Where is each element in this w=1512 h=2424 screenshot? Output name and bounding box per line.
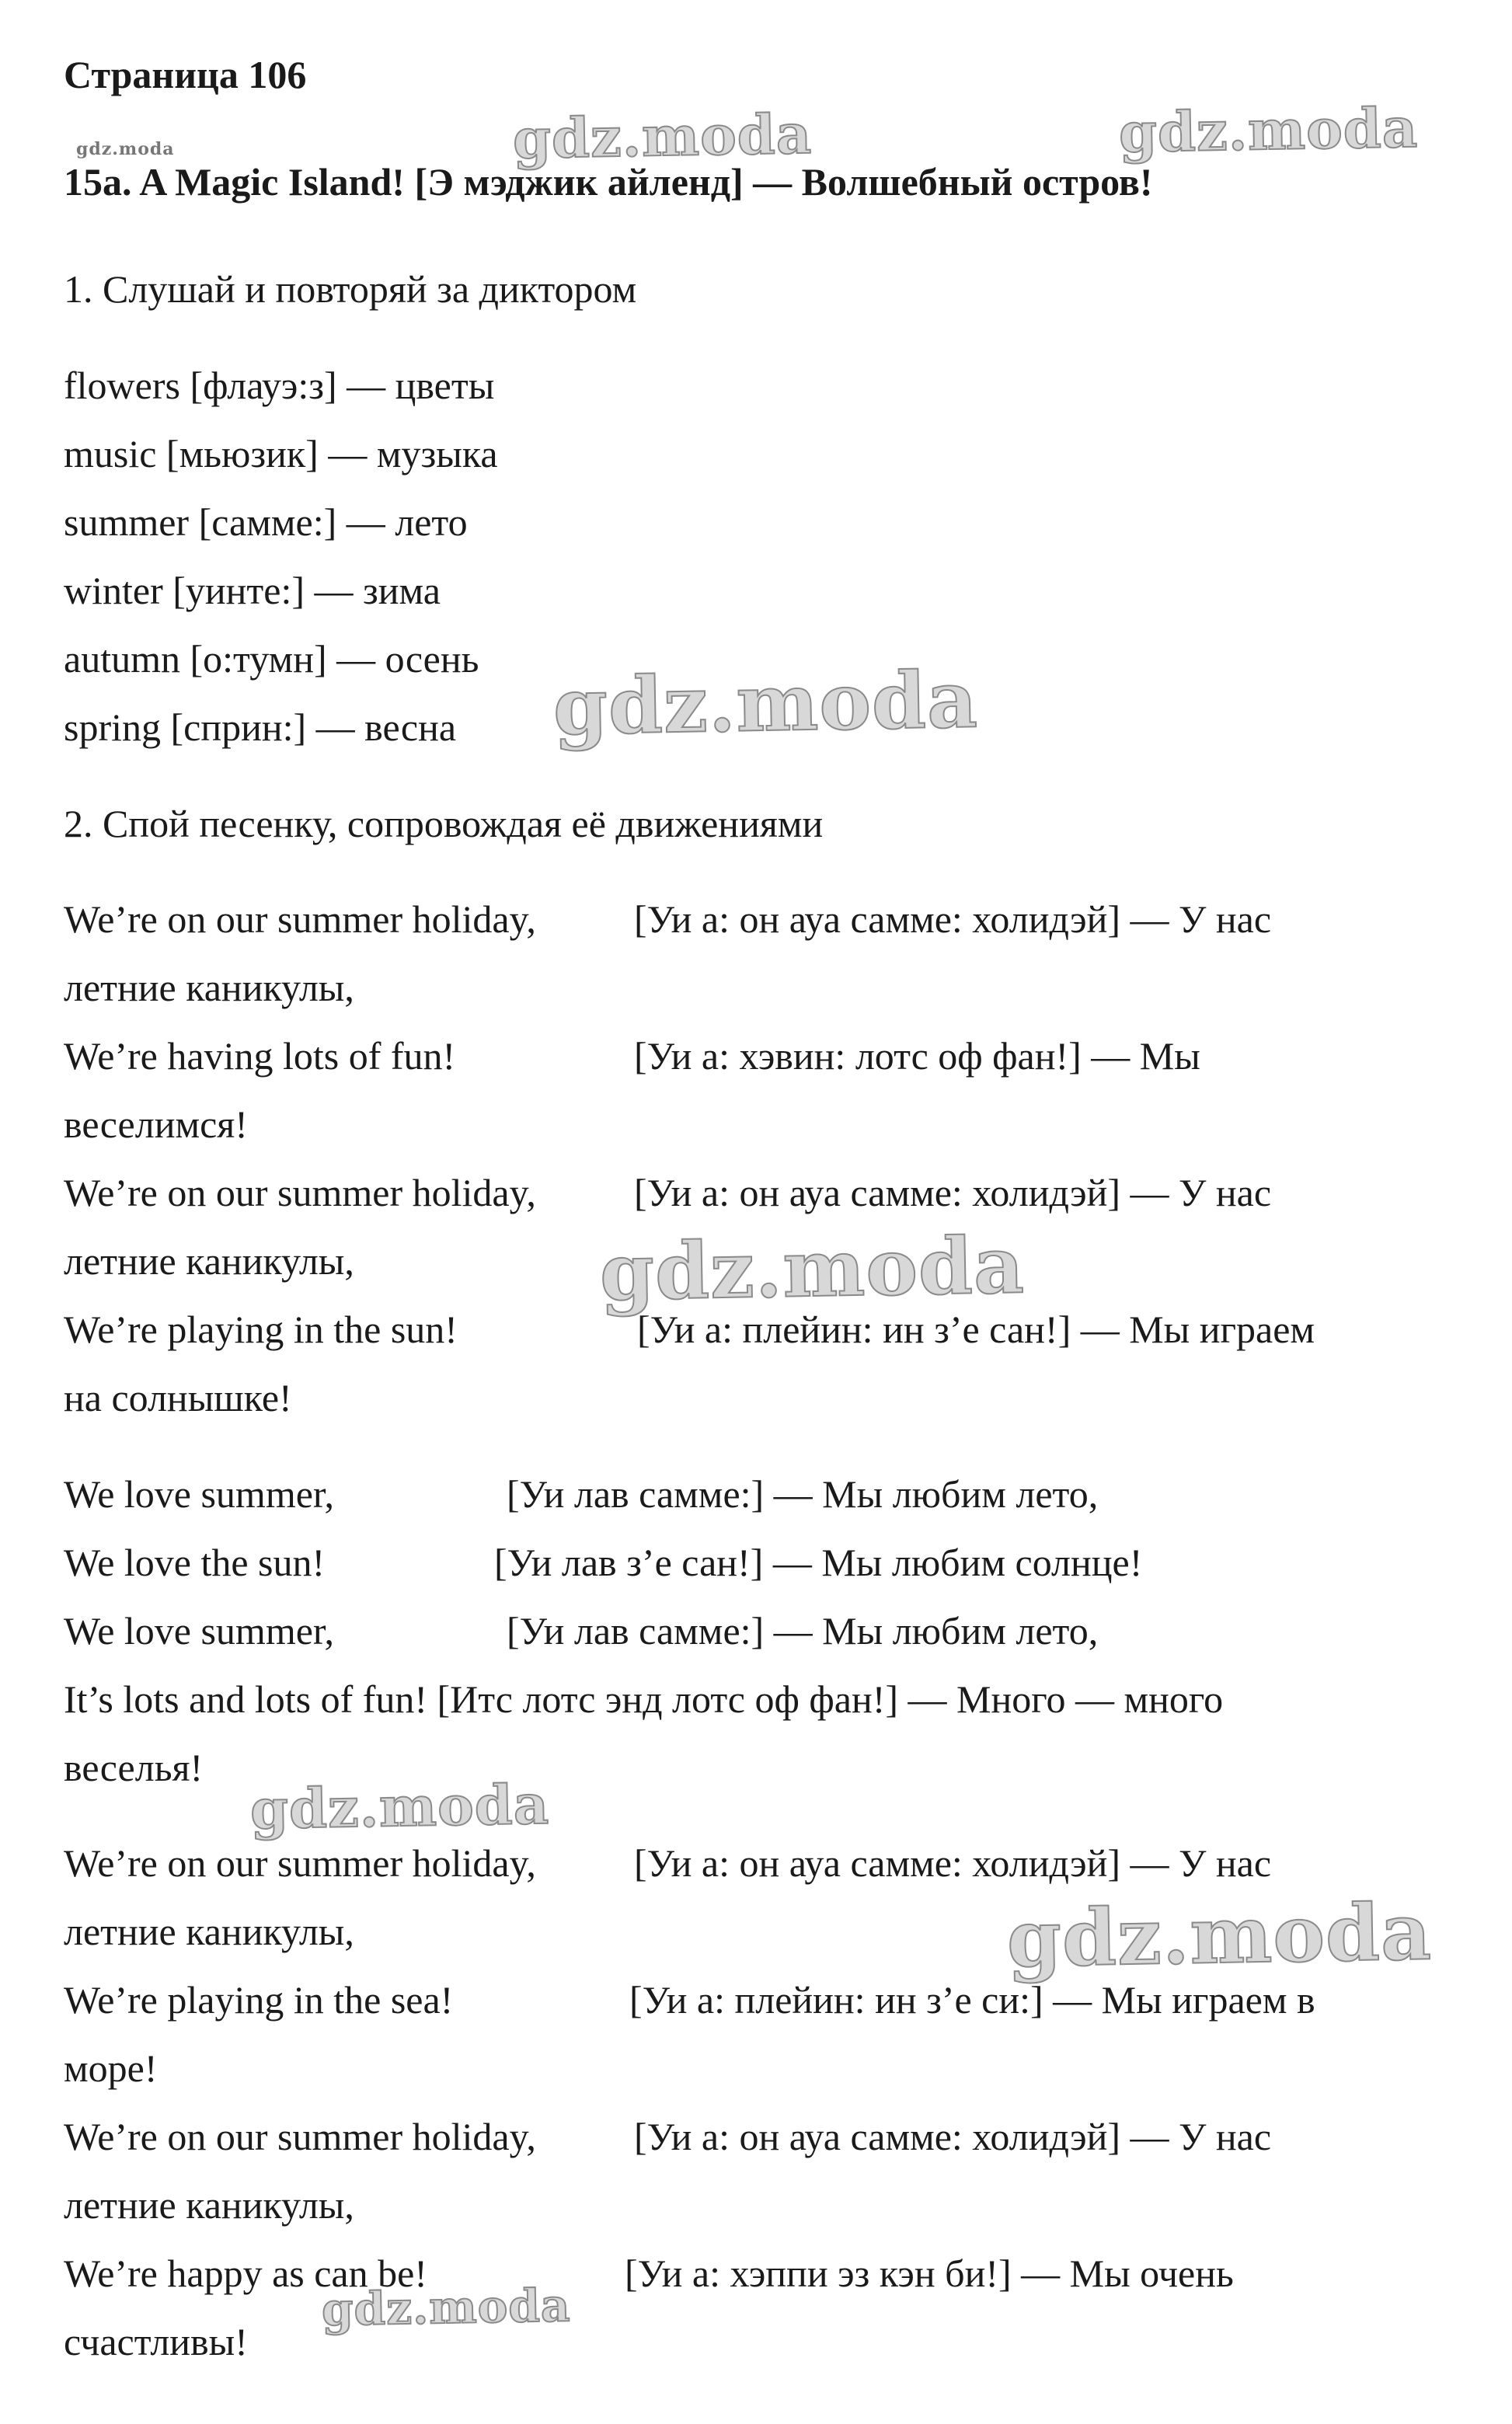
song-line <box>64 1306 1315 1353</box>
song-line-ru: [Уи а: он ауа самме: холидэй] — У нас <box>634 1171 1272 1214</box>
song-line-ru: [Итс лотс энд лотс оф фан!] — Много — много <box>437 1677 1224 1721</box>
song-line-ru: [Уи а: плейин: ин з’е сан!] — Мы играем <box>637 1308 1315 1351</box>
watermark: gdz.moda <box>552 653 979 753</box>
song-line-ru: [Уи лав з’е сан!] — Мы любим солнце! <box>494 1541 1143 1584</box>
watermark: gdz.moda <box>1006 1886 1433 1985</box>
song-line-ru: [Уи лав самме:] — Мы любим лето, <box>507 1609 1099 1653</box>
song-line: веселья! <box>64 1746 204 1789</box>
watermark: gdz.moda <box>249 1771 550 1842</box>
song-line-ru: [Уи а: он ауа самме: холидэй] — У нас <box>634 897 1272 941</box>
song-line <box>64 1033 1200 1079</box>
song-line-ru: [Уи а: он ауа самме: холидэй] — У нас <box>634 1841 1272 1885</box>
song-line-en: We love summer, <box>64 1609 335 1653</box>
song-line-en: We’re playing in the sun! <box>64 1308 458 1351</box>
vocab-line: autumn [о:тумн] — осень <box>64 637 479 681</box>
song-line <box>64 1676 1223 1722</box>
vocab-line: winter [уинте:] — зима <box>64 569 441 612</box>
song-line-ru: [Уи а: он ауа самме: холидэй] — У нас <box>634 2115 1272 2158</box>
song-line-en: We’re on our summer holiday, <box>64 1841 536 1885</box>
exercise-title: 15a. A Magic Island! [Э мэджик айленд] — Волшебный остров! <box>64 160 1153 204</box>
song-line <box>64 1539 1143 1586</box>
vocab-line: summer [самме:] — лето <box>64 500 468 544</box>
song-line <box>64 1607 1099 1654</box>
song-line: счастливы! <box>64 2320 248 2363</box>
song-line: летние каникулы, <box>64 966 354 1009</box>
song-line-en: We’re having lots of fun! <box>64 1034 456 1078</box>
song-line <box>64 1976 1315 2023</box>
song-line-ru: [Уи а: хэвин: лотс оф фан!] — Мы <box>634 1034 1200 1078</box>
song-line-en: We’re on our summer holiday, <box>64 1171 536 1214</box>
song-line-en: We’re happy as can be! <box>64 2252 427 2295</box>
watermark: gdz.moda <box>1118 95 1419 165</box>
song-line: на солнышке! <box>64 1376 292 1419</box>
song-line <box>64 1840 1272 1886</box>
song-line: веселимся! <box>64 1102 248 1146</box>
song-line-en: We love the sun! <box>64 1541 326 1584</box>
watermark: gdz.moda <box>321 2279 572 2336</box>
song-line-en: It’s lots and lots of fun! <box>64 1677 428 1721</box>
song-line-ru: [Уи а: плейин: ин з’е си:] — Мы играем в <box>629 1978 1315 2022</box>
watermark-tiny: gdz.moda <box>76 139 175 159</box>
song-line: летние каникулы, <box>64 1910 354 1953</box>
song-line-ru: [Уи лав самме:] — Мы любим лето, <box>507 1472 1099 1516</box>
song-line-en: We’re on our summer holiday, <box>64 897 536 941</box>
vocab-line: music [мьюзик] — музыка <box>64 432 498 475</box>
song-line-en: We love summer, <box>64 1472 335 1516</box>
song-line-en: We’re playing in the sea! <box>64 1978 454 2022</box>
vocab-line: flowers [флауэ:з] — цветы <box>64 364 495 407</box>
song-line-en: We’re on our summer holiday, <box>64 2115 536 2158</box>
watermark: gdz.moda <box>512 101 813 172</box>
page-label: Страница 106 <box>64 53 307 96</box>
watermark: gdz.moda <box>599 1219 1026 1318</box>
song-line <box>64 2113 1272 2160</box>
song-line: летние каникулы, <box>64 2183 354 2227</box>
song-line-ru: [Уи а: хэппи эз кэн би!] — Мы очень <box>625 2252 1234 2295</box>
song-line <box>64 896 1272 942</box>
vocab-line: spring [сприн:] — весна <box>64 705 457 749</box>
song-line <box>64 1471 1099 1517</box>
song-line: летние каникулы, <box>64 1239 354 1283</box>
task1-instruction: 1. Слушай и повторяй за диктором <box>64 267 637 311</box>
song-line <box>64 1169 1272 1216</box>
song-line: море! <box>64 2046 158 2090</box>
task2-instruction: 2. Спой песенку, сопровождая её движениями <box>64 802 824 845</box>
